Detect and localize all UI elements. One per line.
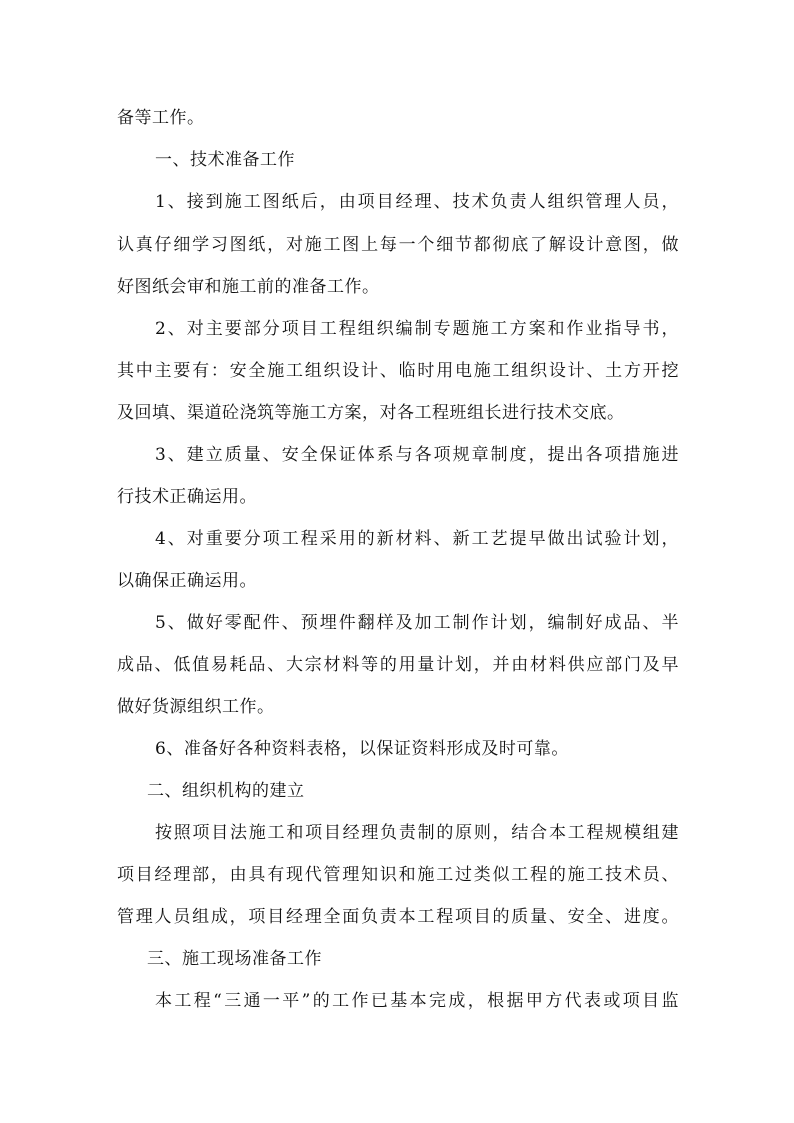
text-line: 成品、低值易耗品、大宗材料等的用量计划，并由材料供应部门及早: [117, 655, 679, 675]
text-line: 好图纸会审和施工前的准备工作。: [117, 277, 380, 297]
text-line: 做好货源组织工作。: [117, 697, 275, 717]
text-line: 1、接到施工图纸后，由项目经理、技术负责人组织管理人员，: [155, 192, 679, 212]
text-line: 5、做好零配件、预埋件翻样及加工制作计划，编制好成品、半: [155, 613, 679, 633]
text-line: 按照项目法施工和项目经理负责制的原则，结合本工程规模组建: [155, 823, 679, 843]
text-line: 认真仔细学习图纸，对施工图上每一个细节都彻底了解设计意图，做: [117, 235, 679, 255]
text-line: 其中主要有：安全施工组织设计、临时用电施工组织设计、土方开挖: [117, 361, 679, 381]
text-line: 项目经理部，由具有现代管理知识和施工过类似工程的施工技术员、: [117, 865, 679, 885]
text-line: 备等工作。: [117, 108, 205, 128]
text-line: 本工程“三通一平”的工作已基本完成，根据甲方代表或项目监: [155, 991, 679, 1011]
text-line: 以确保正确运用。: [117, 571, 257, 591]
text-line: 行技术正确运用。: [117, 487, 257, 507]
section-heading: 二、组织机构的建立: [147, 781, 305, 801]
section-heading: 三、施工现场准备工作: [147, 949, 322, 969]
text-line: 管理人员组成，项目经理全面负责本工程项目的质量、安全、进度。: [117, 907, 679, 927]
text-line: 4、对重要分项工程采用的新材料、新工艺提早做出试验计划，: [155, 529, 679, 549]
section-heading: 一、技术准备工作: [155, 150, 295, 170]
text-line: 及回填、渠道砼浇筑等施工方案，对各工程班组长进行技术交底。: [117, 403, 625, 423]
text-line: 2、对主要部分项目工程组织编制专题施工方案和作业指导书，: [155, 319, 679, 339]
text-line: 3、建立质量、安全保证体系与各项规章制度，提出各项措施进: [155, 445, 679, 465]
text-line: 6、准备好各种资料表格，以保证资料形成及时可靠。: [155, 739, 569, 759]
